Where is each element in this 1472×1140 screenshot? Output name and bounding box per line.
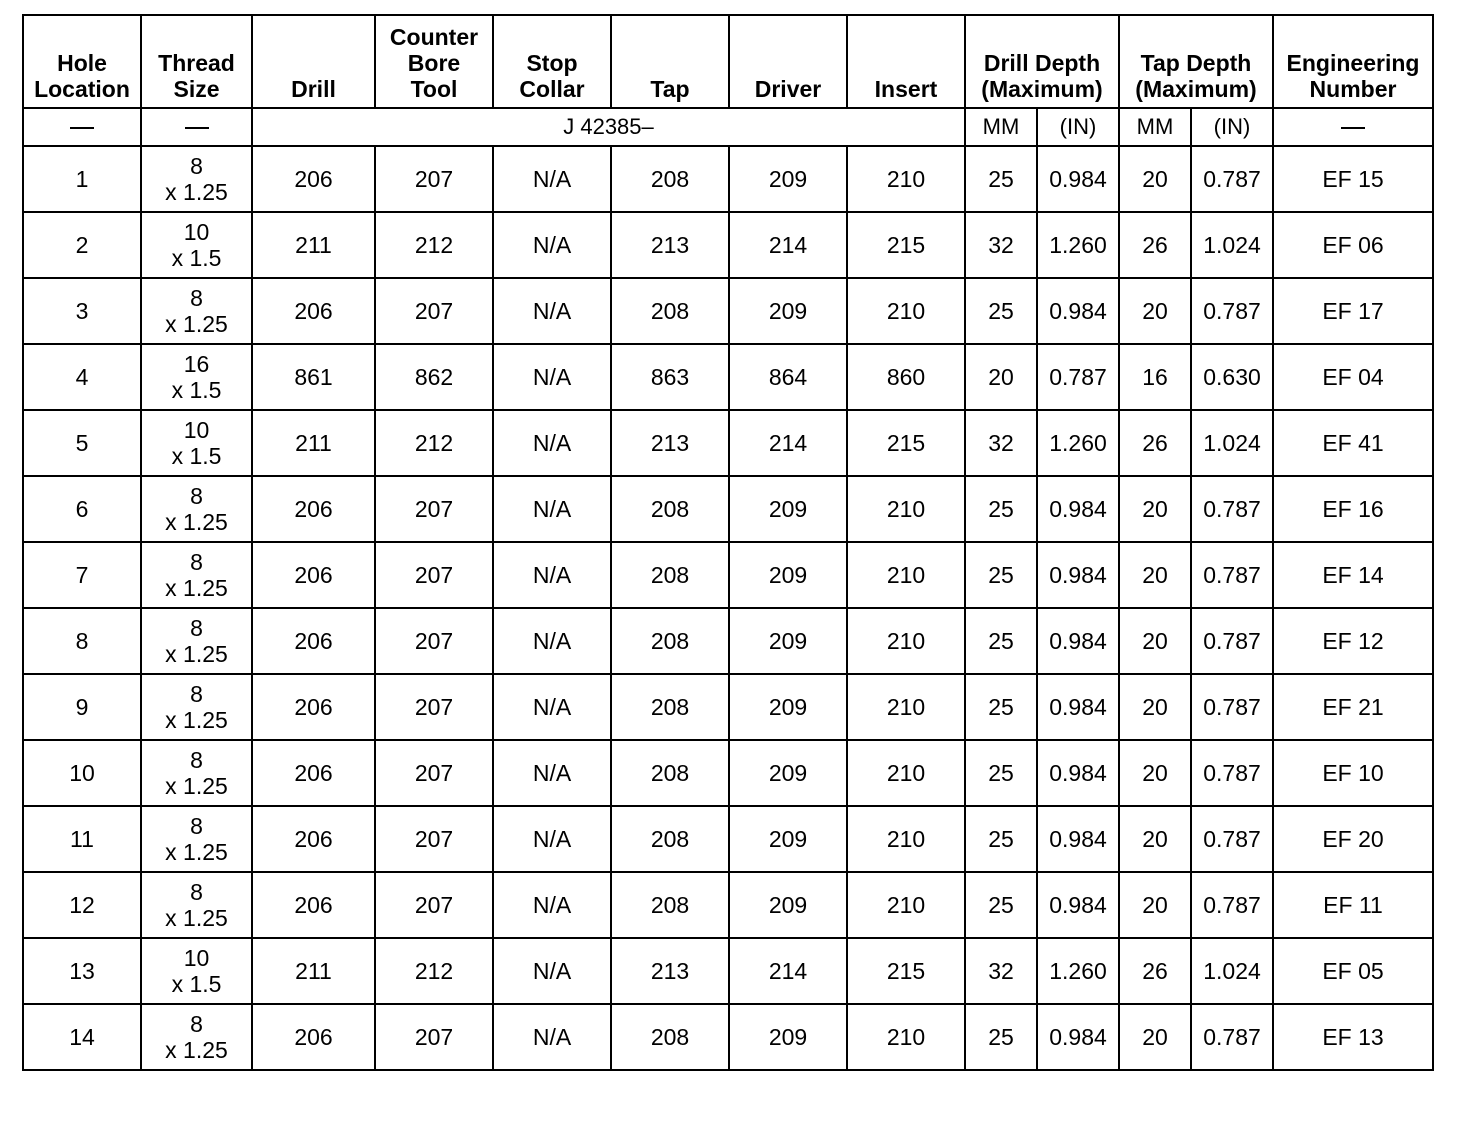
cell-tap-depth-in: 0.787 <box>1191 674 1273 740</box>
cell-stop-collar: N/A <box>493 938 611 1004</box>
cell-tap-depth-mm: 20 <box>1119 146 1191 212</box>
cell-counter-bore: 207 <box>375 476 493 542</box>
cell-drill: 211 <box>252 938 375 1004</box>
thread-diameter: 8 <box>190 813 203 839</box>
cell-tap-depth-mm: 20 <box>1119 542 1191 608</box>
cell-tap: 213 <box>611 212 729 278</box>
cell-tap: 208 <box>611 476 729 542</box>
cell-drill-depth-mm: 32 <box>965 410 1037 476</box>
cell-drill-depth-mm: 25 <box>965 278 1037 344</box>
header-line: Location <box>34 76 130 102</box>
cell-tap: 863 <box>611 344 729 410</box>
header-thread-size <box>141 15 252 108</box>
cell-thread-size <box>141 410 252 476</box>
cell-tap: 213 <box>611 938 729 1004</box>
thread-pitch: x 1.5 <box>171 443 222 469</box>
tool-spec-table <box>22 14 1434 1071</box>
thread-diameter: 10 <box>183 219 210 245</box>
cell-hole-location: 3 <box>23 278 141 344</box>
cell-hole-location: 12 <box>23 872 141 938</box>
table-row <box>23 938 1433 1004</box>
header-line: (Maximum) <box>1135 76 1257 102</box>
cell-driver: 209 <box>729 872 847 938</box>
cell-insert: 210 <box>847 608 965 674</box>
thread-pitch: x 1.5 <box>171 245 222 271</box>
cell-drill-depth-mm: 25 <box>965 740 1037 806</box>
dash-mark <box>70 127 94 129</box>
cell-engineering-number: EF 14 <box>1273 542 1433 608</box>
table-row <box>23 1004 1433 1070</box>
units-eng-dash <box>1273 108 1433 146</box>
cell-drill: 861 <box>252 344 375 410</box>
header-counter-bore-tool <box>375 15 493 108</box>
thread-pitch: x 1.25 <box>165 773 228 799</box>
header-hole-location <box>23 15 141 108</box>
cell-counter-bore: 207 <box>375 806 493 872</box>
cell-drill-depth-mm: 20 <box>965 344 1037 410</box>
table-row <box>23 674 1433 740</box>
thread-diameter: 8 <box>190 615 203 641</box>
cell-tap-depth-mm: 26 <box>1119 410 1191 476</box>
cell-thread-size <box>141 740 252 806</box>
cell-thread-size <box>141 476 252 542</box>
cell-tap-depth-in: 0.787 <box>1191 542 1273 608</box>
cell-insert: 210 <box>847 542 965 608</box>
thread-diameter: 8 <box>190 1011 203 1037</box>
cell-hole-location: 8 <box>23 608 141 674</box>
cell-tap-depth-mm: 26 <box>1119 938 1191 1004</box>
header-row <box>23 15 1433 108</box>
cell-drill-depth-in: 0.984 <box>1037 146 1119 212</box>
cell-drill: 206 <box>252 674 375 740</box>
cell-engineering-number: EF 12 <box>1273 608 1433 674</box>
header-line: Counter <box>389 24 479 50</box>
cell-engineering-number: EF 15 <box>1273 146 1433 212</box>
cell-hole-location: 9 <box>23 674 141 740</box>
cell-tap: 208 <box>611 278 729 344</box>
units-drill-mm: MM <box>965 108 1037 146</box>
cell-drill-depth-mm: 25 <box>965 476 1037 542</box>
cell-hole-location: 1 <box>23 146 141 212</box>
cell-insert: 210 <box>847 806 965 872</box>
cell-tap-depth-in: 1.024 <box>1191 212 1273 278</box>
cell-drill: 206 <box>252 146 375 212</box>
cell-stop-collar: N/A <box>493 740 611 806</box>
cell-drill-depth-in: 1.260 <box>1037 938 1119 1004</box>
cell-counter-bore: 207 <box>375 542 493 608</box>
cell-insert: 860 <box>847 344 965 410</box>
header-drill <box>252 15 375 108</box>
cell-tap-depth-mm: 20 <box>1119 674 1191 740</box>
table-row <box>23 278 1433 344</box>
header-line: Driver <box>754 76 822 102</box>
cell-insert: 210 <box>847 674 965 740</box>
cell-tap: 208 <box>611 674 729 740</box>
cell-drill-depth-in: 0.984 <box>1037 542 1119 608</box>
cell-tap: 208 <box>611 608 729 674</box>
cell-tap-depth-in: 0.787 <box>1191 806 1273 872</box>
cell-stop-collar: N/A <box>493 872 611 938</box>
thread-pitch: x 1.25 <box>165 1037 228 1063</box>
cell-engineering-number: EF 04 <box>1273 344 1433 410</box>
cell-drill: 206 <box>252 740 375 806</box>
cell-tap-depth-in: 0.787 <box>1191 278 1273 344</box>
cell-drill: 206 <box>252 872 375 938</box>
header-line: Stop <box>526 50 578 76</box>
cell-driver: 209 <box>729 740 847 806</box>
thread-diameter: 10 <box>183 417 210 443</box>
cell-insert: 210 <box>847 146 965 212</box>
thread-pitch: x 1.25 <box>165 641 228 667</box>
cell-hole-location: 5 <box>23 410 141 476</box>
thread-pitch: x 1.5 <box>171 377 222 403</box>
cell-tap-depth-mm: 16 <box>1119 344 1191 410</box>
cell-engineering-number: EF 17 <box>1273 278 1433 344</box>
cell-driver: 214 <box>729 212 847 278</box>
cell-tap-depth-in: 1.024 <box>1191 410 1273 476</box>
cell-tap-depth-in: 0.787 <box>1191 740 1273 806</box>
cell-stop-collar: N/A <box>493 410 611 476</box>
cell-counter-bore: 212 <box>375 938 493 1004</box>
header-insert <box>847 15 965 108</box>
cell-stop-collar: N/A <box>493 608 611 674</box>
cell-driver: 214 <box>729 938 847 1004</box>
header-line: Tool <box>410 76 458 102</box>
cell-tap-depth-in: 0.787 <box>1191 146 1273 212</box>
thread-diameter: 16 <box>183 351 210 377</box>
thread-diameter: 8 <box>190 747 203 773</box>
cell-drill-depth-in: 0.984 <box>1037 872 1119 938</box>
cell-drill-depth-mm: 25 <box>965 674 1037 740</box>
cell-tap: 208 <box>611 146 729 212</box>
cell-tap-depth-mm: 26 <box>1119 212 1191 278</box>
cell-stop-collar: N/A <box>493 542 611 608</box>
cell-drill: 206 <box>252 608 375 674</box>
cell-engineering-number: EF 21 <box>1273 674 1433 740</box>
table-row <box>23 212 1433 278</box>
cell-drill: 206 <box>252 1004 375 1070</box>
cell-driver: 214 <box>729 410 847 476</box>
cell-tap-depth-mm: 20 <box>1119 278 1191 344</box>
header-driver <box>729 15 847 108</box>
cell-tap-depth-mm: 20 <box>1119 740 1191 806</box>
cell-drill: 206 <box>252 806 375 872</box>
header-line: Engineering <box>1286 50 1420 76</box>
cell-counter-bore: 207 <box>375 740 493 806</box>
thread-pitch: x 1.5 <box>171 971 222 997</box>
cell-thread-size <box>141 542 252 608</box>
table-row <box>23 476 1433 542</box>
header-line: Insert <box>874 76 938 102</box>
cell-thread-size <box>141 872 252 938</box>
cell-driver: 209 <box>729 542 847 608</box>
cell-drill-depth-in: 0.984 <box>1037 1004 1119 1070</box>
cell-drill-depth-mm: 32 <box>965 212 1037 278</box>
cell-counter-bore: 862 <box>375 344 493 410</box>
cell-engineering-number: EF 10 <box>1273 740 1433 806</box>
tool-number-prefix: J 42385– <box>252 108 965 146</box>
cell-insert: 215 <box>847 410 965 476</box>
cell-hole-location: 10 <box>23 740 141 806</box>
cell-driver: 209 <box>729 476 847 542</box>
cell-insert: 210 <box>847 740 965 806</box>
table-row <box>23 542 1433 608</box>
cell-tap: 208 <box>611 872 729 938</box>
cell-tap-depth-mm: 20 <box>1119 872 1191 938</box>
cell-driver: 209 <box>729 608 847 674</box>
cell-tap-depth-in: 0.787 <box>1191 608 1273 674</box>
table-row <box>23 608 1433 674</box>
cell-drill-depth-mm: 32 <box>965 938 1037 1004</box>
cell-counter-bore: 207 <box>375 608 493 674</box>
header-line: Drill <box>291 76 336 102</box>
cell-thread-size <box>141 674 252 740</box>
cell-tap: 208 <box>611 806 729 872</box>
cell-counter-bore: 207 <box>375 1004 493 1070</box>
cell-drill-depth-in: 0.984 <box>1037 476 1119 542</box>
header-line: Thread <box>158 50 235 76</box>
cell-tap: 208 <box>611 542 729 608</box>
table-row <box>23 872 1433 938</box>
table-row <box>23 806 1433 872</box>
units-hole-dash <box>23 108 141 146</box>
units-tap-mm: MM <box>1119 108 1191 146</box>
cell-tap-depth-mm: 20 <box>1119 476 1191 542</box>
cell-thread-size <box>141 938 252 1004</box>
cell-hole-location: 7 <box>23 542 141 608</box>
cell-engineering-number: EF 41 <box>1273 410 1433 476</box>
dash-mark <box>1341 127 1365 129</box>
cell-hole-location: 14 <box>23 1004 141 1070</box>
cell-driver: 209 <box>729 1004 847 1070</box>
cell-hole-location: 11 <box>23 806 141 872</box>
cell-counter-bore: 207 <box>375 872 493 938</box>
thread-diameter: 10 <box>183 945 210 971</box>
cell-thread-size <box>141 146 252 212</box>
cell-counter-bore: 207 <box>375 278 493 344</box>
header-engineering-number <box>1273 15 1433 108</box>
thread-diameter: 8 <box>190 549 203 575</box>
cell-stop-collar: N/A <box>493 476 611 542</box>
cell-driver: 209 <box>729 806 847 872</box>
thread-diameter: 8 <box>190 483 203 509</box>
thread-diameter: 8 <box>190 153 203 179</box>
thread-diameter: 8 <box>190 285 203 311</box>
header-line: Tap Depth <box>1140 50 1252 76</box>
header-line: Number <box>1309 76 1397 102</box>
cell-thread-size <box>141 212 252 278</box>
cell-engineering-number: EF 20 <box>1273 806 1433 872</box>
cell-counter-bore: 207 <box>375 146 493 212</box>
cell-tap: 208 <box>611 1004 729 1070</box>
cell-tap: 213 <box>611 410 729 476</box>
header-line: Hole <box>57 50 107 76</box>
cell-tap-depth-in: 0.787 <box>1191 872 1273 938</box>
cell-stop-collar: N/A <box>493 344 611 410</box>
header-stop-collar <box>493 15 611 108</box>
cell-drill-depth-mm: 25 <box>965 1004 1037 1070</box>
table-row <box>23 740 1433 806</box>
header-line: Drill Depth <box>983 50 1101 76</box>
cell-engineering-number: EF 16 <box>1273 476 1433 542</box>
units-thread-dash <box>141 108 252 146</box>
header-drill-depth <box>965 15 1119 108</box>
thread-pitch: x 1.25 <box>165 905 228 931</box>
cell-thread-size <box>141 344 252 410</box>
cell-stop-collar: N/A <box>493 806 611 872</box>
cell-drill-depth-in: 0.984 <box>1037 740 1119 806</box>
cell-drill-depth-mm: 25 <box>965 542 1037 608</box>
cell-thread-size <box>141 806 252 872</box>
dash-mark <box>185 127 209 129</box>
header-line: Tap <box>650 76 690 102</box>
cell-hole-location: 6 <box>23 476 141 542</box>
cell-engineering-number: EF 06 <box>1273 212 1433 278</box>
cell-drill-depth-in: 0.984 <box>1037 608 1119 674</box>
cell-tap-depth-in: 1.024 <box>1191 938 1273 1004</box>
cell-hole-location: 4 <box>23 344 141 410</box>
cell-engineering-number: EF 13 <box>1273 1004 1433 1070</box>
cell-drill-depth-in: 0.984 <box>1037 806 1119 872</box>
cell-stop-collar: N/A <box>493 212 611 278</box>
cell-driver: 209 <box>729 278 847 344</box>
cell-tap-depth-in: 0.787 <box>1191 476 1273 542</box>
cell-insert: 215 <box>847 212 965 278</box>
cell-thread-size <box>141 278 252 344</box>
cell-engineering-number: EF 05 <box>1273 938 1433 1004</box>
cell-drill-depth-in: 0.787 <box>1037 344 1119 410</box>
cell-drill: 211 <box>252 410 375 476</box>
cell-insert: 215 <box>847 938 965 1004</box>
cell-hole-location: 2 <box>23 212 141 278</box>
cell-drill-depth-in: 0.984 <box>1037 278 1119 344</box>
cell-counter-bore: 212 <box>375 212 493 278</box>
thread-pitch: x 1.25 <box>165 509 228 535</box>
cell-counter-bore: 207 <box>375 674 493 740</box>
header-line: Size <box>173 76 220 102</box>
cell-stop-collar: N/A <box>493 146 611 212</box>
header-line: Bore <box>407 50 461 76</box>
cell-thread-size <box>141 1004 252 1070</box>
cell-tap-depth-mm: 20 <box>1119 806 1191 872</box>
units-tap-in: (IN) <box>1191 108 1273 146</box>
cell-drill-depth-mm: 25 <box>965 872 1037 938</box>
cell-insert: 210 <box>847 872 965 938</box>
table-row <box>23 344 1433 410</box>
cell-driver: 209 <box>729 674 847 740</box>
thread-diameter: 8 <box>190 681 203 707</box>
cell-driver: 209 <box>729 146 847 212</box>
cell-tap: 208 <box>611 740 729 806</box>
cell-drill-depth-mm: 25 <box>965 608 1037 674</box>
cell-tap-depth-in: 0.630 <box>1191 344 1273 410</box>
thread-diameter: 8 <box>190 879 203 905</box>
cell-drill-depth-in: 0.984 <box>1037 674 1119 740</box>
cell-engineering-number: EF 11 <box>1273 872 1433 938</box>
header-tap-depth <box>1119 15 1273 108</box>
header-tap <box>611 15 729 108</box>
units-row <box>23 108 1433 146</box>
cell-tap-depth-mm: 20 <box>1119 1004 1191 1070</box>
units-drill-in: (IN) <box>1037 108 1119 146</box>
thread-pitch: x 1.25 <box>165 707 228 733</box>
cell-thread-size <box>141 608 252 674</box>
thread-pitch: x 1.25 <box>165 575 228 601</box>
cell-tap-depth-mm: 20 <box>1119 608 1191 674</box>
cell-insert: 210 <box>847 278 965 344</box>
table-body <box>23 146 1433 1070</box>
cell-hole-location: 13 <box>23 938 141 1004</box>
cell-drill: 206 <box>252 278 375 344</box>
cell-stop-collar: N/A <box>493 674 611 740</box>
table-row <box>23 146 1433 212</box>
cell-drill-depth-mm: 25 <box>965 146 1037 212</box>
cell-driver: 864 <box>729 344 847 410</box>
thread-pitch: x 1.25 <box>165 839 228 865</box>
cell-drill-depth-mm: 25 <box>965 806 1037 872</box>
cell-stop-collar: N/A <box>493 1004 611 1070</box>
cell-drill-depth-in: 1.260 <box>1037 410 1119 476</box>
cell-insert: 210 <box>847 476 965 542</box>
cell-insert: 210 <box>847 1004 965 1070</box>
cell-drill: 206 <box>252 542 375 608</box>
header-line: (Maximum) <box>981 76 1103 102</box>
cell-tap-depth-in: 0.787 <box>1191 1004 1273 1070</box>
table-row <box>23 410 1433 476</box>
cell-stop-collar: N/A <box>493 278 611 344</box>
cell-drill-depth-in: 1.260 <box>1037 212 1119 278</box>
cell-drill: 206 <box>252 476 375 542</box>
thread-pitch: x 1.25 <box>165 311 228 337</box>
cell-drill: 211 <box>252 212 375 278</box>
header-line: Collar <box>519 76 585 102</box>
thread-pitch: x 1.25 <box>165 179 228 205</box>
cell-counter-bore: 212 <box>375 410 493 476</box>
